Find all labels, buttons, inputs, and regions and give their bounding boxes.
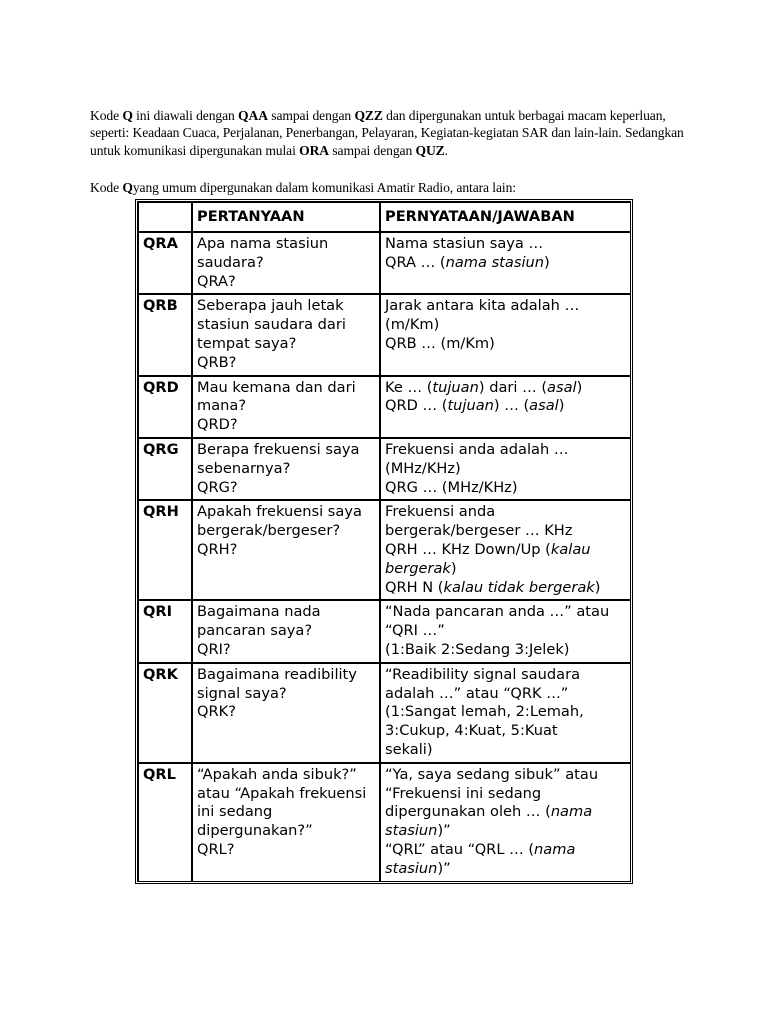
question-cell [192, 376, 380, 438]
question-line: Bagaimana readibility [197, 665, 357, 683]
question-line: ini sedang [197, 803, 273, 821]
answer-line: “Frekuensi ini sedang [385, 784, 542, 802]
question-cell [192, 600, 380, 662]
answer-line: QRA … (nama stasiun) [385, 253, 550, 271]
question-line: QRD? [197, 416, 238, 434]
header-question-cell: PERTANYAAN [192, 202, 380, 232]
answer-line: Ke … (tujuan) dari … (asal) [385, 378, 583, 396]
answer-cell [380, 763, 630, 881]
table-header-row [138, 202, 630, 232]
q-code-cell: QRH [138, 500, 192, 600]
question-cell [192, 763, 380, 881]
question-line: Apakah frekuensi saya [197, 503, 362, 521]
answer-cell [380, 376, 630, 438]
table-row [138, 294, 630, 375]
answer-line: (1:Sangat lemah, 2:Lemah, [385, 703, 584, 721]
question-line: Seberapa jauh letak [197, 297, 344, 315]
question-line: QRH? [197, 540, 238, 558]
answer-line: “Readibility signal saudara [385, 665, 581, 683]
table-row [138, 500, 630, 600]
question-line: dipergunakan?” [197, 822, 313, 840]
question-line: “Apakah anda sibuk?” [197, 765, 357, 783]
question-cell [192, 663, 380, 763]
answer-cell [380, 600, 630, 662]
q-code-cell: QRI [138, 600, 192, 662]
answer-cell [380, 500, 630, 600]
table-row [138, 663, 630, 763]
answer-cell [380, 294, 630, 375]
question-line: atau “Apakah frekuensi [197, 784, 367, 802]
answer-line: dipergunakan oleh … (nama [385, 803, 593, 821]
answer-line: bergerak) [385, 559, 457, 577]
q-code-cell: QRG [138, 438, 192, 500]
answer-line: “Nada pancaran anda …” atau [385, 603, 610, 621]
question-line: QRI? [197, 640, 231, 658]
answer-line: QRD … (tujuan) … (asal) [385, 397, 565, 415]
question-line: stasiun saudara dari [197, 316, 346, 334]
answer-line: “Ya, saya sedang sibuk” atau [385, 765, 599, 783]
answer-line: (m/Km) [385, 316, 440, 334]
question-cell [192, 438, 380, 500]
question-line: Mau kemana dan dari [197, 378, 356, 396]
intro-paragraph-2: Kode Qyang umum dipergunakan dalam komunikasi Amatir Radio, antara lain: [90, 179, 516, 195]
q-code-cell: QRD [138, 376, 192, 438]
table-row [138, 763, 630, 881]
question-line: mana? [197, 397, 247, 415]
question-cell [192, 294, 380, 375]
answer-line: “QRI …” [385, 622, 445, 640]
answer-line: bergerak/bergeser … KHz [385, 522, 573, 540]
q-code-cell: QRA [138, 232, 192, 294]
answer-line: Jarak antara kita adalah … [385, 297, 580, 315]
question-line: bergerak/bergeser? [197, 522, 341, 540]
answer-line: adalah …” atau “QRK …” [385, 684, 569, 702]
table-row [138, 232, 630, 294]
question-line: pancaran saya? [197, 622, 313, 640]
q-code-cell: QRK [138, 663, 192, 763]
answer-line: stasiun)” [385, 822, 451, 840]
answer-line: Nama stasiun saya … [385, 235, 544, 252]
answer-line: stasiun)” [385, 859, 451, 877]
question-line: QRK? [197, 703, 236, 721]
question-line: saudara? [197, 253, 264, 271]
header-code-cell [138, 202, 192, 232]
question-line: sebenarnya? [197, 459, 291, 477]
table-row [138, 438, 630, 500]
answer-cell [380, 663, 630, 763]
question-line: QRB? [197, 353, 237, 371]
answer-line: (MHz/KHz) [385, 459, 461, 477]
answer-cell [380, 232, 630, 294]
answer-line: QRB … (m/Km) [385, 334, 495, 352]
question-line: QRA? [197, 272, 236, 290]
question-line: Berapa frekuensi saya [197, 440, 360, 458]
intro-paragraph-1: Kode Q ini diawali dengan QAA sampai dengan QZZ dan dipergunakan untuk berbagai macam keperluan, seperti: Keadaan Cuaca, Perjalanan, Penerbangan, Pelayaran, Kegiatan-kegiatan SAR dan lain-lain. Sedangkan untuk komunikasi dipergunakan mulai ORA sampai dengan QUZ. [90, 107, 684, 158]
answer-line: Frekuensi anda [385, 503, 496, 521]
question-cell [192, 232, 380, 294]
answer-line: sekali) [385, 740, 433, 758]
header-answer-cell: PERNYATAAN/JAWABAN [380, 202, 630, 232]
question-line: Apa nama stasiun [197, 235, 329, 252]
answer-cell [380, 438, 630, 500]
q-code-cell: QRB [138, 294, 192, 375]
question-line: QRG? [197, 478, 238, 496]
q-code-cell: QRL [138, 763, 192, 881]
table-row [138, 600, 630, 662]
answer-line: QRH N (kalau tidak bergerak) [385, 578, 601, 596]
answer-line: QRH … KHz Down/Up (kalau [385, 540, 591, 558]
question-cell [192, 500, 380, 600]
answer-line: Frekuensi anda adalah … [385, 440, 569, 458]
answer-line: “QRL” atau “QRL … (nama [385, 840, 576, 858]
question-line: QRL? [197, 840, 235, 858]
answer-line: (1:Baik 2:Sedang 3:Jelek) [385, 640, 570, 658]
answer-line: 3:Cukup, 4:Kuat, 5:Kuat [385, 722, 558, 740]
q-code-table [135, 199, 633, 884]
question-line: signal saya? [197, 684, 287, 702]
table-row [138, 376, 630, 438]
question-line: Bagaimana nada [197, 603, 321, 621]
answer-line: QRG … (MHz/KHz) [385, 478, 518, 496]
question-line: tempat saya? [197, 334, 297, 352]
